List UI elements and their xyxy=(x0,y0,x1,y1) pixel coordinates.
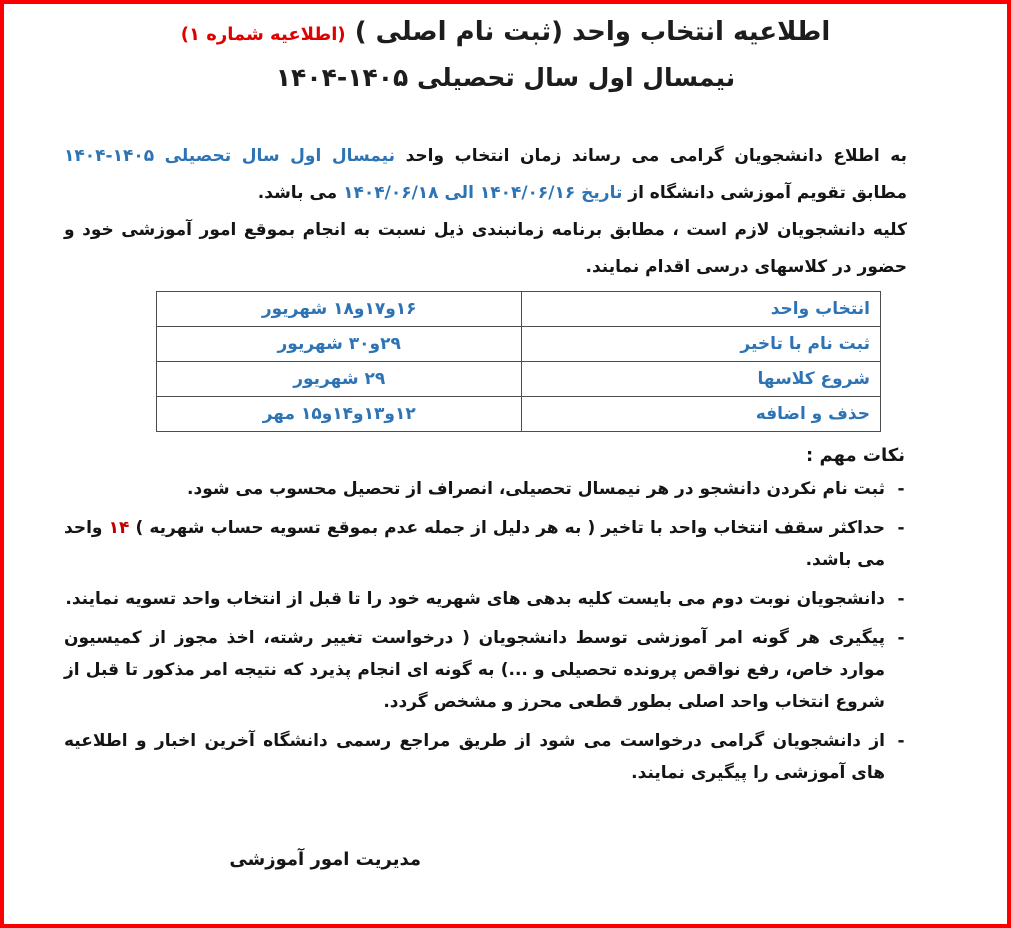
bullet-dash: - xyxy=(897,628,905,648)
schedule-label: انتخاب واحد xyxy=(522,292,881,327)
intro-text-1: به اطلاع دانشجویان گرامی می رساند زمان انتخاب واحد xyxy=(395,146,907,166)
bullet-dash: - xyxy=(897,518,905,538)
table-row xyxy=(157,397,881,432)
note-text: از دانشجویان گرامی درخواست می شود از طریق مراجع رسمی دانشگاه آخرین اخبار و اطلاعیه های آموزشی را پیگیری نمایند. xyxy=(64,731,885,783)
list-item xyxy=(64,583,907,615)
list-item xyxy=(64,622,907,718)
intro-paragraph-2: کلیه دانشجویان لازم است ، مطابق برنامه زمانبندی ذیل نسبت به انجام بموقع امور آموزشی خود و حضور در کلاسهای درسی اقدام نمایند. xyxy=(64,220,907,277)
table-row xyxy=(157,362,881,397)
note-text: دانشجویان نوبت دوم می بایست کلیه بدهی های شهریه خود را تا قبل از انتخاب واحد تسویه نمایند. xyxy=(65,589,885,609)
list-item xyxy=(64,512,907,576)
schedule-label: ثبت نام با تاخیر xyxy=(522,327,881,362)
bullet-dash: - xyxy=(897,589,905,609)
table-row xyxy=(157,292,881,327)
intro-paragraph-1 xyxy=(64,138,907,212)
table-row xyxy=(157,327,881,362)
note-text xyxy=(64,512,885,576)
note-text: ثبت نام نکردن دانشجو در هر نیمسال تحصیلی، انصراف از تحصیل محسوب می شود. xyxy=(187,479,885,499)
schedule-table xyxy=(156,291,881,432)
date-range-highlight: تاریخ ۱۴۰۴/۰۶/۱۶ الی ۱۴۰۴/۰۶/۱۸ xyxy=(343,183,623,203)
schedule-value: ۱۲و۱۳و۱۴و۱۵ مهر xyxy=(157,397,522,432)
schedule-value: ۱۶و۱۷و۱۸ شهریور xyxy=(157,292,522,327)
schedule-value: ۲۹ شهریور xyxy=(157,362,522,397)
list-item xyxy=(64,725,907,789)
intro-text-3: می باشد. xyxy=(257,183,344,203)
notes-heading: نکات مهم : xyxy=(806,445,905,466)
page-subtitle: نیمسال اول سال تحصیلی ۱۴۰۵-۱۴۰۴ xyxy=(275,63,736,92)
unit-cap-highlight: ۱۴ xyxy=(108,518,130,538)
note-text: پیگیری هر گونه امر آموزشی توسط دانشجویان ( درخواست تغییر رشته، اخذ مجوز از کمیسیون موارد خاص، رفع نواقص پرونده تحصیلی و ...) به گونه ای انجام پذیرد که نتیجه امر مذکور تا قبل از شروع انتخاب واحد اصلی بطور قطعی محرز و مشخص گردد. xyxy=(64,628,885,712)
bullet-dash: - xyxy=(897,731,905,751)
signature: مدیریت امور آموزشی xyxy=(229,849,421,870)
announcement-number-badge: (اطلاعیه شماره ۱) xyxy=(180,24,346,45)
notes-list xyxy=(64,473,907,789)
page-title xyxy=(4,17,1007,47)
note-text-post: واحد می باشد. xyxy=(64,518,885,570)
semester-highlight: نیمسال اول سال تحصیلی ۱۴۰۵-۱۴۰۴ xyxy=(64,146,395,166)
document-body xyxy=(4,138,1007,870)
schedule-label: حذف و اضافه xyxy=(522,397,881,432)
bullet-dash: - xyxy=(897,479,905,499)
list-item xyxy=(64,473,907,505)
intro-text-2: مطابق تقویم آموزشی دانشگاه از xyxy=(622,183,907,203)
note-text-pre: حداکثر سقف انتخاب واحد با تاخیر ( به هر دلیل از جمله عدم بموقع تسویه حساب شهریه ) xyxy=(129,518,885,538)
title-block xyxy=(4,4,1007,92)
schedule-value: ۲۹و۳۰ شهریور xyxy=(157,327,522,362)
schedule-label: شروع کلاسها xyxy=(522,362,881,397)
page-title-main: اطلاعیه انتخاب واحد (ثبت نام اصلی ) xyxy=(345,17,831,47)
